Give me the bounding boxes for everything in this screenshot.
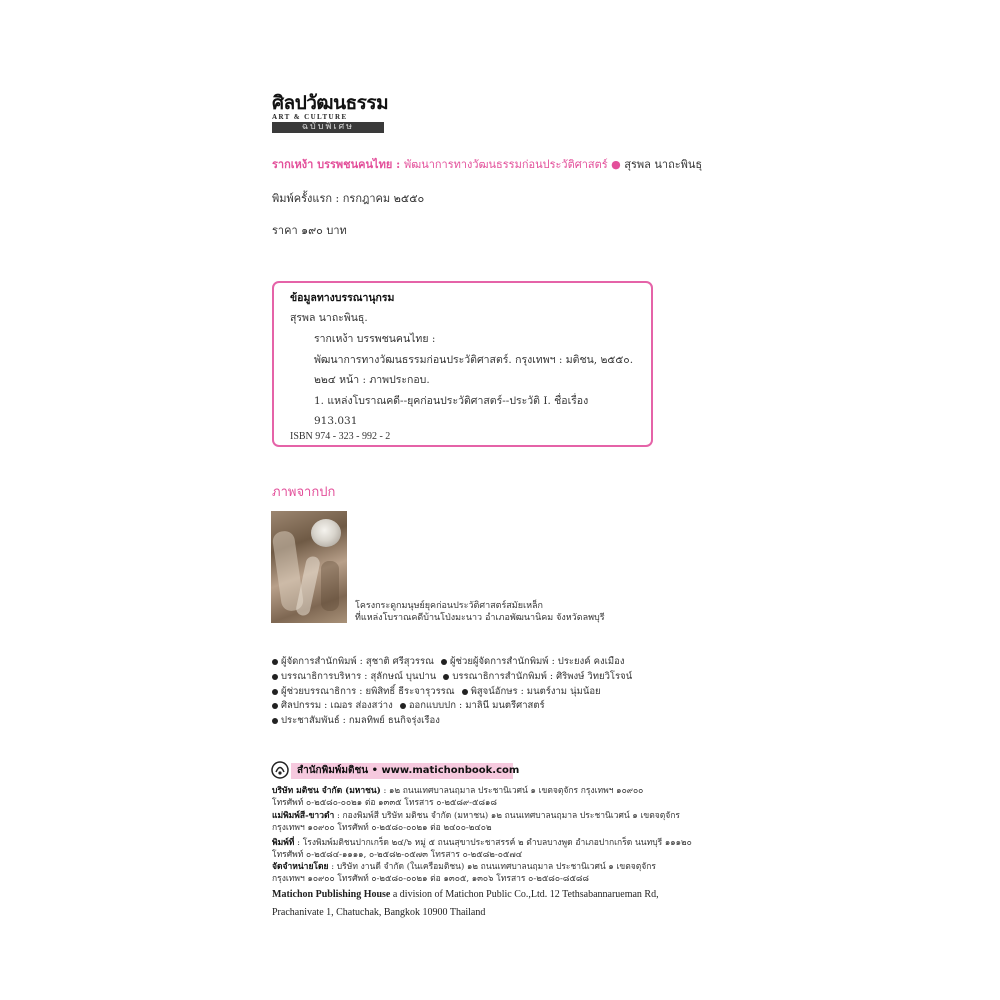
publisher-line: โทรศัพท์ ๐-๒๕๘๐-๐๐๒๑ ต่อ ๑๓๓๕ โทรสาร ๐-๒๕๘๙-๕๘๑๘ bbox=[272, 798, 497, 808]
cover-photo bbox=[271, 511, 347, 623]
staff-entry: ผู้ช่วยผู้จัดการสำนักพิมพ์ : ประยงค์ คงเมือง bbox=[449, 656, 625, 667]
book-title: รากเหง้า บรรพชนคนไทย : bbox=[272, 158, 404, 171]
staff-entry: บรรณาธิการสำนักพิมพ์ : ศิริพงษ์ วิทยวิโรจน์ bbox=[452, 671, 633, 682]
staff-row bbox=[272, 686, 601, 698]
publisher-line: บริษัท มติชน จำกัด (มหาชน) : ๑๒ ถนนเทศบาลนฤมาล ประชานิเวศน์ ๑ เขตจตุจักร กรุงเทพฯ ๑๐๙๐๐ bbox=[272, 786, 644, 796]
publisher-english-line-2: Prachanivate 1, Chatuchak, Bangkok 10900 Thailand bbox=[272, 907, 486, 918]
publisher-line: แม่พิมพ์สี-ขาวดำ : กองพิมพ์สี บริษัท มติชน จำกัด (มหาชน) ๑๒ ถนนเทศบาลนฤมาล ประชานิเวศน์ ๑ เขตจตุจักร bbox=[272, 811, 680, 821]
bullet-icon bbox=[441, 659, 447, 665]
title-separator: ● bbox=[607, 158, 625, 171]
cover-caption-2: ที่แหล่งโบราณคดีบ้านโป่งมะนาว อำเภอพัฒนานิคม จังหวัดลพบุรี bbox=[355, 613, 605, 623]
catalog-isbn: ISBN 974 - 323 - 992 - 2 bbox=[290, 431, 391, 442]
bullet-icon bbox=[400, 703, 406, 709]
staff-entry: พิสูจน์อักษร : มนตร์งาม นุ่มน้อย bbox=[470, 686, 601, 697]
bullet-icon bbox=[272, 674, 278, 680]
bullet-icon bbox=[272, 659, 278, 665]
publisher-line: พิมพ์ที่ : โรงพิมพ์มติชนปากเกร็ด ๒๔/๖ หมู่ ๕ ถนนสุขาประชาสรรค์ ๒ ตำบลบางพูด อำเภอปากเกร็ด นนทบุรี ๑๑๑๒๐ bbox=[272, 838, 692, 848]
staff-entry: ผู้ช่วยบรรณาธิการ : ยพิสิทธิ์ ธีระจารุวรรณ bbox=[281, 686, 455, 697]
price: ราคา ๑๙๐ บาท bbox=[272, 224, 347, 237]
logo-tag: ฉบับพิเศษ bbox=[272, 122, 384, 133]
catalog-classification: 913.031 bbox=[314, 415, 358, 427]
catalog-heading: ข้อมูลทางบรรณานุกรม bbox=[290, 292, 395, 304]
bullet-icon bbox=[272, 689, 278, 695]
bullet-icon bbox=[443, 674, 449, 680]
skull-image bbox=[311, 519, 341, 547]
catalog-subject: 1. แหล่งโบราณคดี--ยุคก่อนประวัติศาสตร์--ประวัติ I. ชื่อเรื่อง bbox=[314, 395, 589, 407]
bullet-icon bbox=[272, 703, 278, 709]
publisher-banner-text: สำนักพิมพ์มติชน • www.matichonbook.com bbox=[297, 765, 520, 776]
staff-entry: ประชาสัมพันธ์ : กมลทิพย์ ธนกิจรุ่งเรือง bbox=[281, 715, 440, 726]
bullet-icon bbox=[462, 689, 468, 695]
staff-row bbox=[272, 700, 545, 712]
book-title-line bbox=[272, 158, 702, 172]
catalog-title: รากเหง้า บรรพชนคนไทย : bbox=[314, 333, 436, 345]
publisher-line: กรุงเทพฯ ๑๐๙๐๐ โทรศัพท์ ๐-๒๕๘๐-๐๐๒๑ ต่อ ๑๓๐๕, ๑๓๐๖ โทรสาร ๐-๒๕๘๐-๘๕๘๘ bbox=[272, 874, 589, 884]
first-print: พิมพ์ครั้งแรก : กรกฎาคม ๒๕๕๐ bbox=[272, 192, 425, 205]
cover-heading: ภาพจากปก bbox=[272, 485, 336, 500]
logo-subtitle: ART & CULTURE bbox=[272, 113, 348, 121]
staff-row bbox=[272, 671, 632, 683]
staff-entry: ผู้จัดการสำนักพิมพ์ : สุชาติ ศรีสุวรรณ bbox=[281, 656, 434, 667]
staff-row bbox=[272, 715, 440, 727]
catalog-box bbox=[272, 281, 653, 447]
publisher-english-line-1: Matichon Publishing House a division of Matichon Public Co.,Ltd. 12 Tethsabannarueman Rd, bbox=[272, 889, 659, 900]
publisher-line: โทรศัพท์ ๐-๒๕๘๔-๑๑๑๑, ๐-๒๕๘๒-๐๕๗๓ โทรสาร ๐-๒๕๘๒-๐๕๗๔ bbox=[272, 850, 523, 860]
publisher-line: จัดจำหน่ายโดย : บริษัท งานดี จำกัด (ในเครือมติชน) ๑๒ ถนนเทศบาลนฤมาล ประชานิเวศน์ ๑ เขตจตุจักร bbox=[272, 862, 656, 872]
bullet-icon bbox=[272, 718, 278, 724]
logo-title: ศิลปวัฒนธรรม bbox=[272, 92, 389, 114]
staff-entry: ศิลปกรรม : เฌอร ส่องสว่าง bbox=[281, 700, 393, 711]
publisher-line: กรุงเทพฯ ๑๐๙๐๐ โทรศัพท์ ๐-๒๕๘๐-๐๐๒๑ ต่อ ๒๔๐๐-๒๔๐๒ bbox=[272, 823, 492, 833]
magazine-logo bbox=[272, 92, 389, 133]
staff-entry: บรรณาธิการบริหาร : สุลักษณ์ บุนปาน bbox=[281, 671, 437, 682]
publisher-logo-icon bbox=[270, 760, 290, 780]
cover-caption-1: โครงกระดูกมนุษย์ยุคก่อนประวัติศาสตร์สมัยเหล็ก bbox=[355, 601, 543, 611]
book-subtitle: พัฒนาการทางวัฒนธรรมก่อนประวัติศาสตร์ bbox=[404, 158, 608, 171]
publisher-banner bbox=[291, 763, 520, 779]
book-author: สุรพล นาถะพินธุ bbox=[624, 158, 703, 171]
catalog-pages: ๒๒๔ หน้า : ภาพประกอบ. bbox=[314, 374, 430, 386]
catalog-author: สุรพล นาถะพินธุ. bbox=[290, 312, 368, 324]
staff-entry: ออกแบบปก : มาลินี มนตรีศาสตร์ bbox=[408, 700, 545, 711]
catalog-subtitle-pub: พัฒนาการทางวัฒนธรรมก่อนประวัติศาสตร์. กรุงเทพฯ : มติชน, ๒๕๕๐. bbox=[314, 354, 634, 366]
staff-row bbox=[272, 656, 624, 668]
